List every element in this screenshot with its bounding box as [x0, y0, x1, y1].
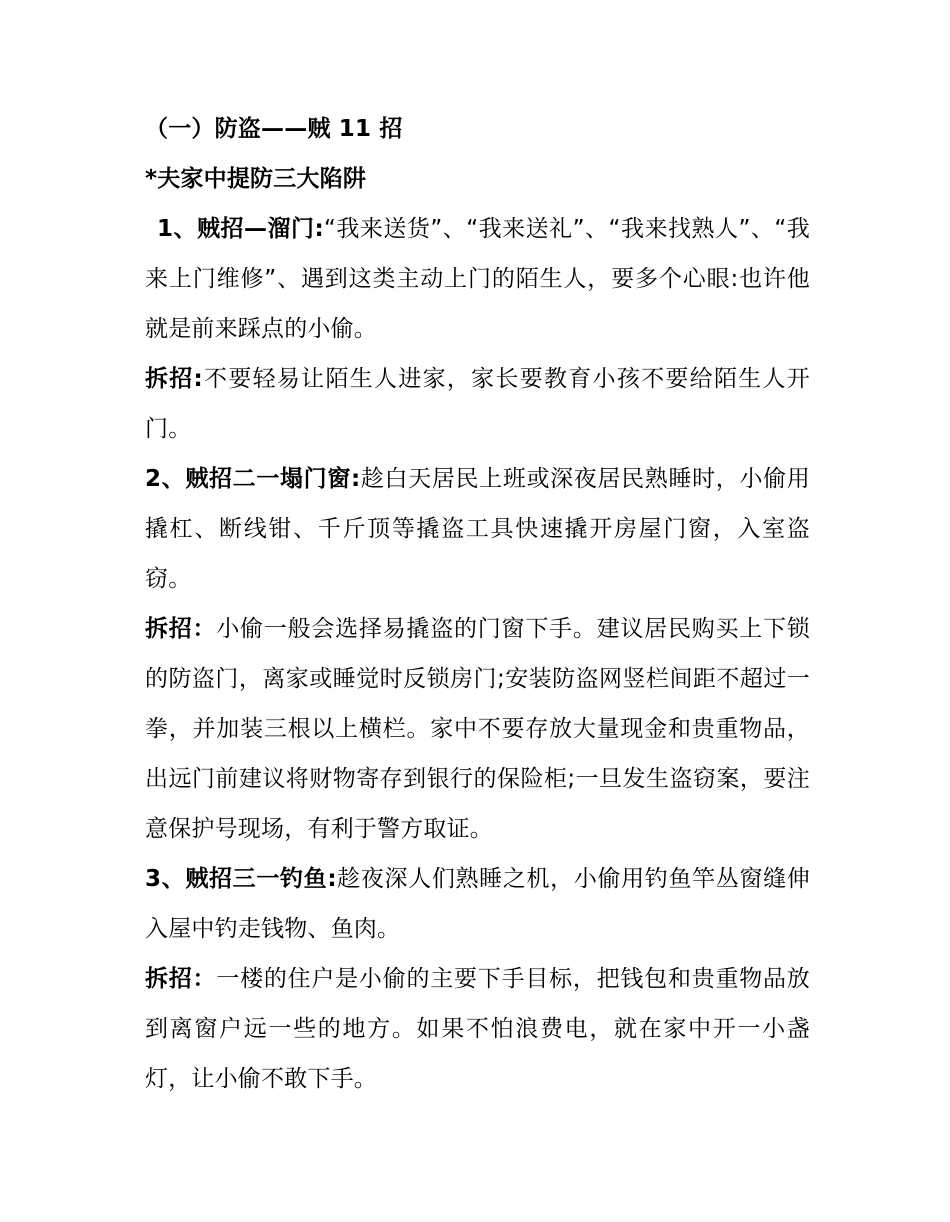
- trick-text-1: “我来送货”、“我来送礼”、“我来找熟人”、“我来上门维修”、遇到这类主动上门的陌生人，要多个心眼:也许他就是前来踩点的小偷。: [145, 216, 810, 342]
- trick-paragraph-1: [145, 204, 810, 354]
- trick-paragraph-3: [145, 854, 810, 954]
- trick-label-3: 3、贼招三一钓鱼:: [145, 866, 337, 892]
- counter-text-3: 一楼的住户是小偷的主要下手目标，把钱包和贵重物品放到离窗户远一些的地方。如果不怕浪费电，就在家中开一小盏灯，让小偷不敢下手。: [145, 966, 810, 1092]
- trick-text-2: 趁白天居民上班或深夜居民熟睡时，小偷用撬杠、断线钳、千斤顶等撬盗工具快速撬开房屋门窗，入室盗窃。: [145, 466, 810, 592]
- trick-text-3: 趁夜深人们熟睡之机，小偷用钓鱼竿丛窗缝伸入屋中钓走钱物、鱼肉。: [145, 866, 810, 942]
- counter-paragraph-2: [145, 604, 810, 854]
- trick-label-2: 2、贼招二一塌门窗:: [145, 466, 361, 492]
- counter-paragraph-1: [145, 354, 810, 454]
- document-subtitle: *夫家中提防三大陷阱: [145, 166, 367, 192]
- document-title: （一）防盗——贼 11 招: [145, 116, 403, 142]
- counter-label-2: 拆招：: [145, 616, 217, 642]
- counter-paragraph-3: [145, 954, 810, 1104]
- counter-text-2: 小偷一般会选择易撬盗的门窗下手。建议居民购买上下锁的防盗门，离家或睡觉时反锁房门;安装防盗网竖栏间距不超过一拳，并加装三根以上横栏。家中不要存放大量现金和贵重物品，出远门前建议将财物寄存到银行的保险柜;一旦发生盗窃案，要注意保护号现场，有利于警方取证。: [145, 616, 810, 842]
- counter-label-3: 拆招：: [145, 966, 217, 992]
- document-body: [145, 104, 810, 1104]
- trick-paragraph-2: [145, 454, 810, 604]
- trick-label-1: 1、贼招—溜门:: [157, 216, 324, 242]
- counter-text-1: 不要轻易让陌生人进家，家长要教育小孩不要给陌生人开门。: [145, 366, 810, 442]
- counter-label-1: 拆招:: [145, 366, 203, 392]
